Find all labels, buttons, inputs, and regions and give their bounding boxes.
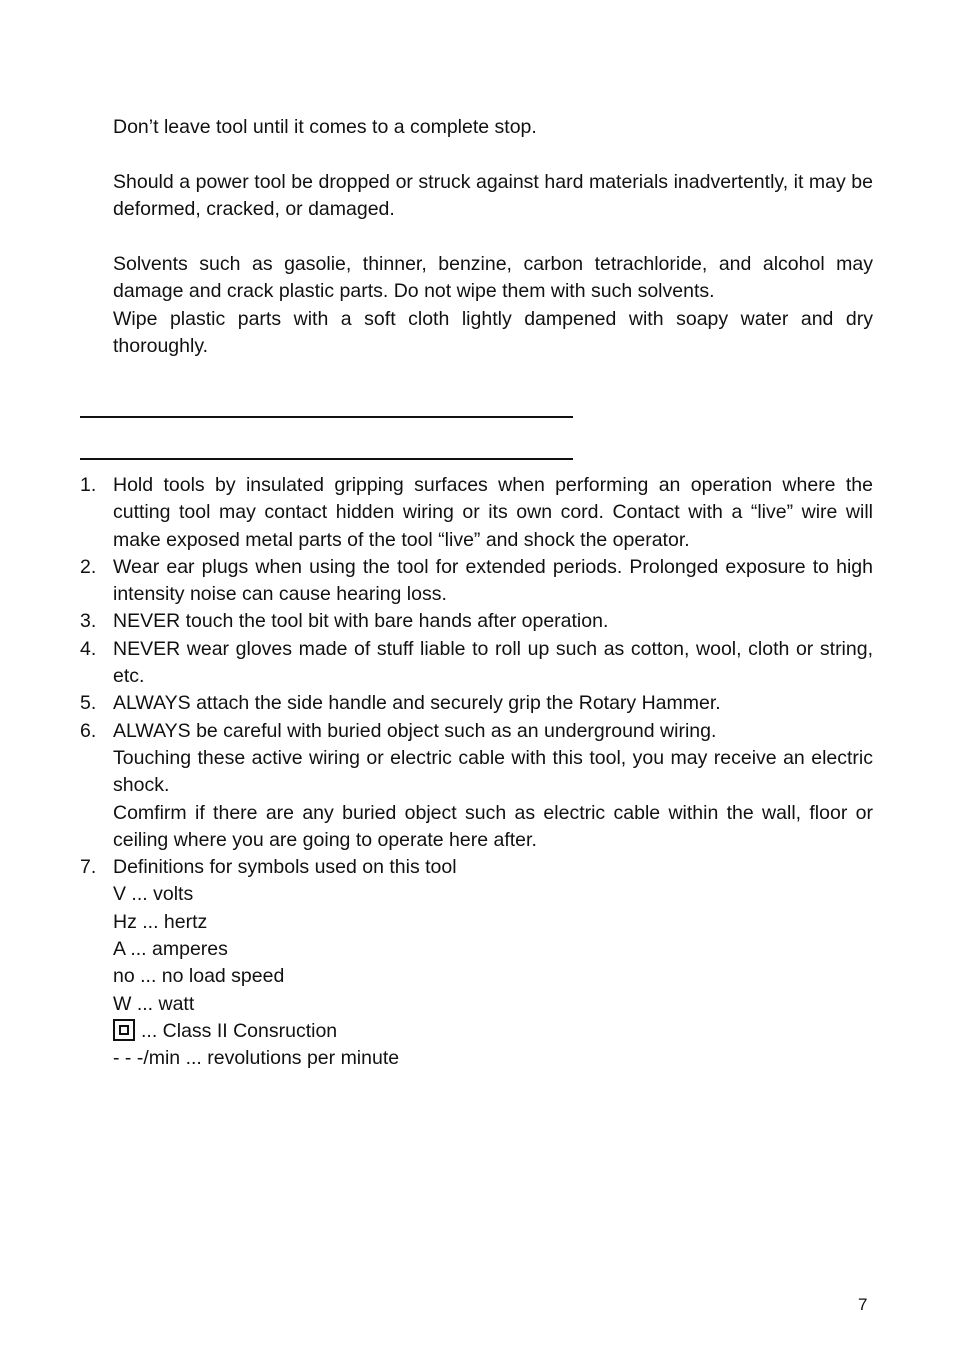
list-item-text: ALWAYS attach the side handle and securely grip the Rotary Hammer.	[113, 692, 721, 715]
class-ii-double-square-icon	[113, 1019, 135, 1041]
symbol-definition-class2	[113, 1018, 873, 1045]
list-item-text: Definitions for symbols used on this tool	[113, 856, 457, 879]
list-item-text: NEVER wear gloves made of stuff liable to roll up such as cotton, wool, cloth or string, etc.	[113, 637, 873, 688]
list-item	[80, 608, 873, 635]
intro-text-dropped: Should a power tool be dropped or struck against hard materials inadvertently, it may be deformed, cracked, or damaged.	[113, 171, 873, 221]
list-item-subtext: Touching these active wiring or electric cable with this tool, you may receive an electric shock.	[113, 746, 873, 797]
symbol-definition: - - -/min ... revolutions per minute	[113, 1047, 400, 1070]
symbol-definition: no ... no load speed	[113, 965, 285, 988]
list-item-text: Hold tools by insulated gripping surfaces when performing an operation where the cutting tool may contact hidden wiring or its own cord. Contact with a “live” wire will make exposed metal parts of the tool “live” and shock the operator.	[113, 474, 873, 551]
symbol-definition: Hz ... hertz	[113, 910, 208, 933]
list-item-text: NEVER touch the tool bit with bare hands after operation.	[113, 610, 609, 633]
list-item-number: 5.	[80, 692, 97, 715]
list-item	[80, 472, 873, 554]
list-item-number: 6.	[80, 719, 97, 742]
intro-paragraph-stop	[113, 114, 873, 141]
intro-paragraph-dropped	[113, 169, 873, 224]
list-item-subtext: Comfirm if there are any buried object such as electric cable within the wall, floor or ceiling where you are going to operate here after.	[113, 801, 873, 851]
symbol-definition: V ... volts	[113, 883, 194, 906]
list-item-text: ALWAYS be careful with buried object such as an underground wiring.	[113, 719, 717, 742]
symbol-definition-text: ... Class II Consruction	[141, 1019, 338, 1042]
list-item	[80, 854, 873, 1072]
list-item-text: Wear ear plugs when using the tool for extended periods. Prolonged exposure to high intensity noise can cause hearing loss.	[113, 555, 873, 606]
list-item-number: 7.	[80, 856, 97, 879]
intro-text-wipe: Wipe plastic parts with a soft cloth lightly dampened with soapy water and dry thoroughly.	[113, 307, 873, 357]
list-item	[80, 690, 873, 717]
safety-list	[80, 472, 873, 1073]
list-item	[80, 718, 873, 854]
symbol-definition: W ... watt	[113, 992, 195, 1015]
list-item-number: 1.	[80, 474, 97, 496]
list-item-number: 3.	[80, 610, 97, 633]
intro-text-stop: Don’t leave tool until it comes to a complete stop.	[113, 116, 537, 138]
list-item	[80, 554, 873, 609]
list-item-number: 4.	[80, 637, 97, 660]
intro-paragraph-solvents	[113, 251, 873, 360]
heading-rule-bottom	[80, 458, 573, 460]
list-item-number: 2.	[80, 555, 97, 578]
symbol-definition: A ... amperes	[113, 938, 228, 961]
list-item	[80, 636, 873, 691]
heading-rule-top	[80, 416, 573, 418]
intro-text-solvents: Solvents such as gasolie, thinner, benzine, carbon tetrachloride, and alcohol may damage and crack plastic parts. Do not wipe them with such solvents.	[113, 253, 873, 303]
page-number: 7	[858, 1295, 868, 1314]
